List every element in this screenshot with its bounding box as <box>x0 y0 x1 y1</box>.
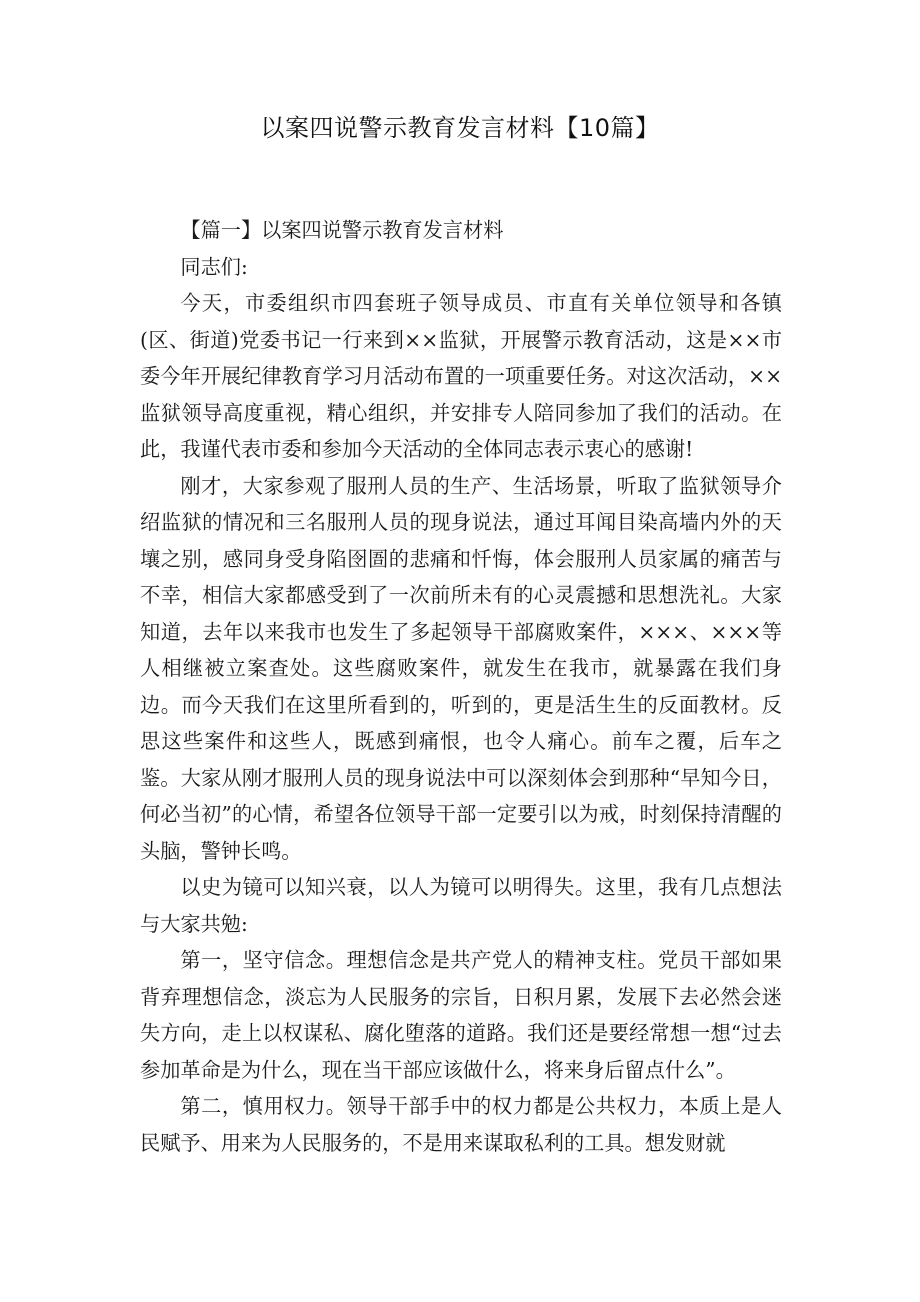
document-body <box>140 212 782 1161</box>
paragraph: 今天，市委组织市四套班子领导成员、市直有关单位领导和各镇(区、街道)党委书记一行来到××监狱，开展警示教育活动，这是××市委今年开展纪律教育学习月活动布置的一项重要任务。对这次活动，××监狱领导高度重视，精心组织，并安排专人陪同参加了我们的活动。在此，我谨代表市委和参加今天活动的全体同志表示衷心的感谢! <box>140 291 782 461</box>
salutation: 同志们: <box>180 254 248 279</box>
paragraph: 刚才，大家参观了服刑人员的生产、生活场景，听取了监狱领导介绍监狱的情况和三名服刑人员的现身说法，通过耳闻目染高墙内外的天壤之别，感同身受身陷囹圄的悲痛和忏悔，体会服刑人员家属的痛苦与不幸，相信大家都感受到了一次前所未有的心灵震撼和思想洗礼。大家知道，去年以来我市也发生了多起领导干部腐败案件，×××、×××等人相继被立案查处。这些腐败案件，就发生在我市，就暴露在我们身边。而今天我们在这里所看到的，听到的，更是活生生的反面教材。反思这些案件和这些人，既感到痛恨，也令人痛心。前车之覆，后车之鉴。大家从刚才服刑人员的现身说法中可以深刻体会到那种“早知今日，何必当初”的心情，希望各位领导干部一定要引以为戒，时刻保持清醒的头脑，警钟长鸣。 <box>140 473 782 863</box>
paragraph: 以史为镜可以知兴衰，以人为镜可以明得失。这里，我有几点想法与大家共勉: <box>140 875 782 936</box>
paragraph: 第二，慎用权力。领导干部手中的权力都是公共权力，本质上是人民赋予、用来为人民服务的，不是用来谋取私利的工具。想发财就 <box>140 1094 782 1155</box>
document-title: 以案四说警示教育发言材料【10篇】 <box>260 114 660 142</box>
paragraph: 第一，坚守信念。理想信念是共产党人的精神支柱。党员干部如果背弃理想信念，淡忘为人民服务的宗旨，日积月累，发展下去必然会迷失方向，走上以权谋私、腐化堕落的道路。我们还是要经常想一想“过去参加革命是为什么，现在当干部应该做什么，将来身后留点什么”。 <box>140 948 782 1082</box>
section-heading: 【篇一】以案四说警示教育发言材料 <box>180 218 504 242</box>
